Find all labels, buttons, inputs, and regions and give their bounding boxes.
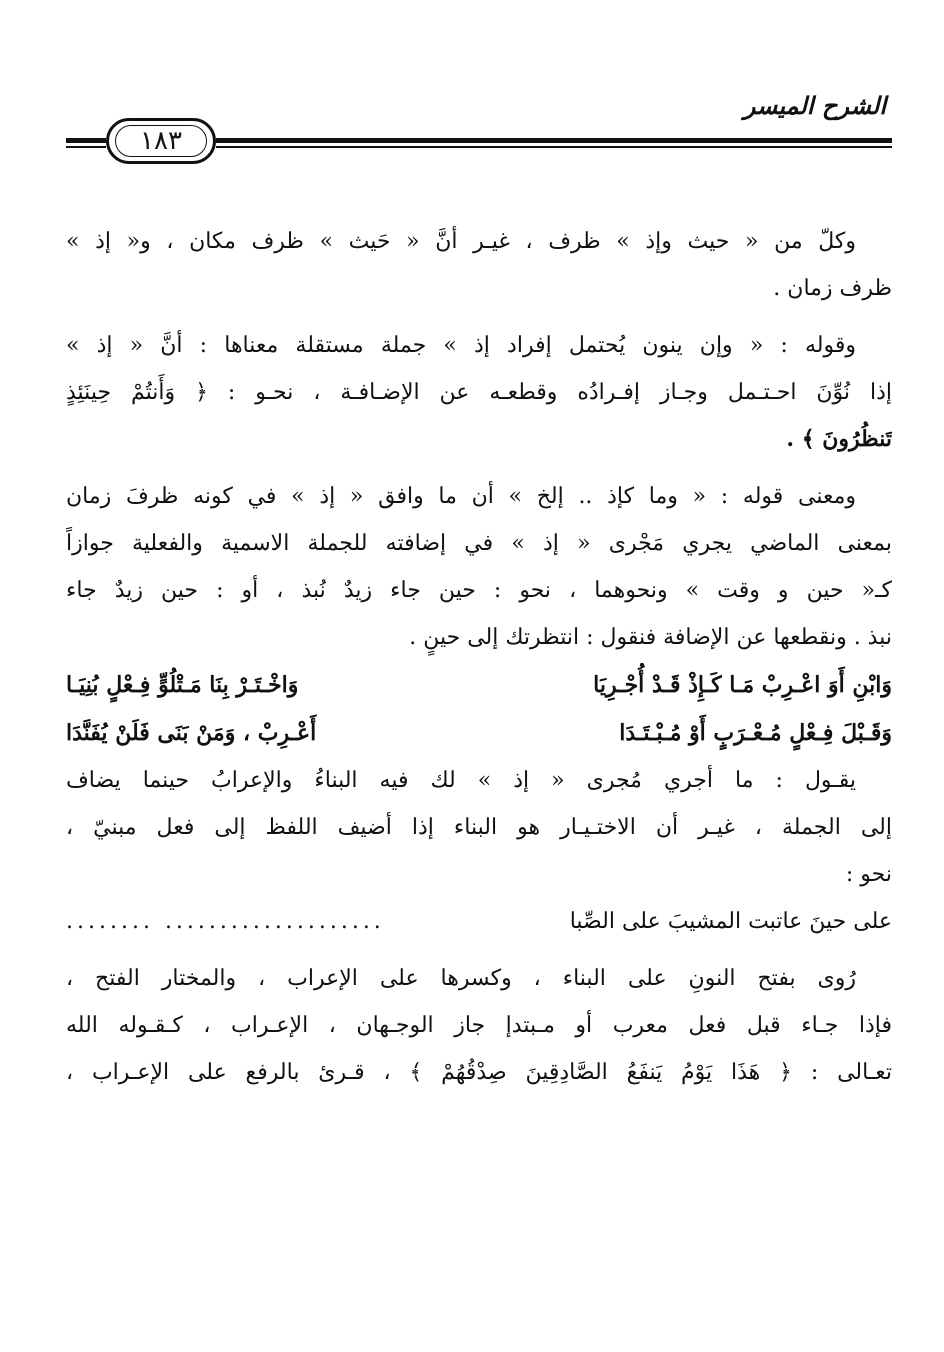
poem-quote-text: على حينَ عاتبت المشيبَ على الصِّبا	[569, 909, 892, 934]
page-number-frame	[106, 118, 216, 164]
paragraph-line: كـ« حين و وقت » ونحوهما ، نحو : حين جاء زيدٌ نُبذ ، أو : حين زيدٌ جاء	[66, 578, 892, 603]
book-title: الشرح الميسر	[743, 92, 886, 120]
verse-second-hemistich: أَعْـرِبْ ، وَمَنْ بَنَى فَلَنْ يُفَنَّدَا	[66, 720, 317, 746]
paragraph-line: نبذ . ونقطعها عن الإضافة فنقول : انتظرتك إلى حينٍ .	[409, 625, 892, 650]
paragraph-line: تعـالى : ﴿ هَذَا يَوْمُ يَنفَعُ الصَّادِقِينَ صِدْقُهُمْ ﴾ ، قـرئ بالرفع على الإعـراب ،	[66, 1060, 892, 1085]
page-body	[66, 218, 892, 1096]
header-rule-thick	[216, 138, 892, 143]
paragraph-line: إلى الجملة ، غيـر أن الاختـيـار هو البناء إذا أضيف اللفظ إلى فعل مبنيّ ،	[66, 815, 892, 840]
verse-line	[66, 709, 892, 757]
poem-quote-dots: ........ ....................	[66, 909, 385, 934]
paragraph-line: ظرف زمان .	[773, 276, 892, 301]
paragraph-line: يقـول : ما أجري مُجرى « إذ » لك فيه البناءُ والإعرابُ حينما يضاف	[66, 768, 856, 793]
page-number: ١٨٣	[140, 126, 182, 156]
paragraph-line: إذا نُوِّنَ احـتـمل وجـاز إفـرادُه وقطعـه عن الإضـافـة ، نحـو : ﴿ وَأَنتُمْ حِينَئِذٍ	[66, 380, 892, 405]
paragraph-line: تَنظُرُونَ ﴾ .	[786, 426, 892, 452]
header-rule-thin	[216, 146, 892, 148]
paragraph-line: رُوى بفتح النونِ على البناء ، وكسرها على الإعراب ، والمختار الفتح ،	[66, 966, 856, 991]
verse-second-hemistich: وَاخْـتَـرْ بِنَا مَـتْلُوٍّ فِـعْلٍ بُنِيَـا	[66, 672, 299, 698]
verse-first-hemistich: وَقَـبْلَ فِـعْلٍ مُـعْـرَبٍ أَوْ مُـبْـتَـدَا	[619, 720, 892, 746]
paragraph-line: وكلّ من « حيث وإذ » ظرف ، غيـر أنَّ « حَيث » ظرف مكان ، و« إذ »	[66, 229, 856, 254]
header-rule-left-thick	[66, 138, 106, 143]
verse-line	[66, 661, 892, 709]
paragraph-line: نحو :	[845, 862, 892, 887]
header-rule-left-thin	[66, 146, 106, 148]
paragraph-line: فإذا جـاء قبل فعل معرب أو مـبتدإ جاز الوجـهان ، الإعـراب ، كـقـوله الله	[66, 1013, 892, 1038]
verse-first-hemistich: وَابْنِ أَوَ اعْـرِبْ مَـا كَـإِذْ قَـدْ أُجْـرِيَا	[593, 672, 892, 698]
paragraph-line: وقوله : « وإن ينون يُحتمل إفراد إذ » جملة مستقلة معناها : أنَّ « إذ »	[66, 333, 856, 358]
paragraph-line: بمعنى الماضي يجري مَجْرى « إذ » في إضافته للجملة الاسمية والفعلية جوازاً	[66, 531, 892, 556]
poem-quote-line	[66, 898, 892, 945]
page-header	[66, 88, 892, 166]
paragraph-line: ومعنى قوله : « وما كإذ .. إلخ » أن ما وافق « إذ » في كونه ظرفَ زمان	[66, 484, 856, 509]
